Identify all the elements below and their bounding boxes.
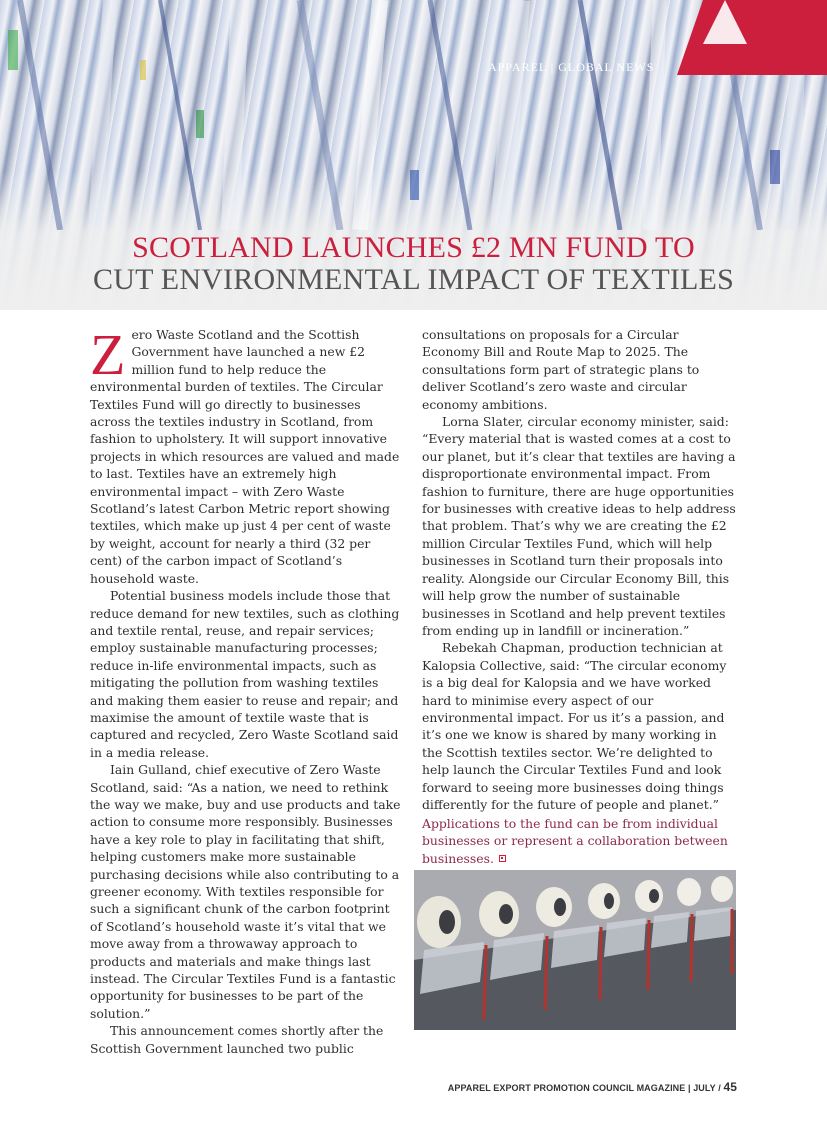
article-paragraph: Potential business models include those that reduce demand for new textiles, such as clothing and textile rental, reuse, and repair services; employ sustainable manufacturing processes; reduce in-life environmental impacts, such as mitigating the pollution from washing textiles and making them easier to reuse and repair; and maximise the amount of textile waste that is captured and recycled, Zero Waste Scotland said in a media release. — [90, 588, 400, 760]
article-paragraph: Zero Waste Scotland and the Scottish Government have launched a new £2 million fund to help reduce the environmental burden of textiles. The Circular Textiles Fund will go directly to businesses across the textiles industry in Scotland, from fashion to upholstery. It will support innovative projects in which resources are valued and made to last. Textiles have an extremely high environmental impact – with Zero Waste Scotland’s latest Carbon Metric report showing textiles, which make up just 4 per cent of waste by weight, account for nearly a third (32 per cent) of the carbon impact of Scotland’s household waste. — [90, 322, 400, 586]
page-footer — [448, 1080, 737, 1094]
red-corner-logo — [677, 0, 827, 75]
article-column-left — [90, 322, 405, 1057]
headline-line-1: SCOTLAND LAUNCHES £2 MN FUND TO — [132, 231, 695, 264]
article-column-right — [422, 326, 737, 813]
article-paragraph: This announcement comes shortly after the Scottish Government launched two public — [90, 1023, 384, 1056]
end-mark-icon — [499, 855, 506, 862]
article-headline — [0, 232, 827, 296]
yarn-spools-image — [414, 870, 736, 1030]
publication-name: APPAREL EXPORT PROMOTION COUNCIL MAGAZINE | JULY / — [447, 1083, 721, 1093]
article-paragraph: Lorna Slater, circular economy minister, said: “Every material that is wasted comes at a cost to our planet, but it’s clear that textiles are having a disproportionate environmental impact. From fashion to furniture, there are huge opportunities for businesses with creative ideas to help address that problem. That’s why we are creating the £2 million Circular Textiles Fund, which will help businesses in Scotland turn their proposals into reality. Alongside our Circular Economy Bill, this will help grow the number of sustainable businesses in Scotland and help prevent textiles from ending up in landfill or incineration.” — [422, 414, 736, 638]
textile-machine-photo — [414, 870, 736, 1030]
hero-image — [0, 0, 827, 310]
section-label: APPAREL | GLOBAL NEWS — [488, 60, 655, 74]
article-paragraph: consultations on proposals for a Circular Economy Bill and Route Map to 2025. The consultations form part of strategic plans to deliver Scotland’s zero waste and circular economy ambitions. — [422, 327, 700, 412]
article-paragraph: Rebekah Chapman, production technician at Kalopsia Collective, said: “The circular economy is a big deal for Kalopsia and we have worked hard to minimise every aspect of our environmental impact. For us it’s a passion, and it’s one we know is shared by many working in the Scottish textiles sector. We’re delighted to help launch the Circular Textiles Fund and look forward to seeing more businesses doing things differently for the future of people and planet.” — [422, 640, 727, 812]
article-paragraph: Iain Gulland, chief executive of Zero Waste Scotland, said: “As a nation, we need to rethink the way we make, buy and use products and take action to consume more responsibly. Businesses have a key role to play in facilitating that shift, helping customers make more sustainable purchasing decisions while also contributing to a greener economy. With textiles responsible for such a significant chunk of the carbon footprint of Scotland’s household waste it’s vital that we move away from a throwaway approach to products and materials and make things last instead. The Circular Textiles Fund is a fantastic opportunity for businesses to be part of the solution.” — [90, 762, 401, 1021]
article-callout: Applications to the fund can be from individual businesses or represent a collaboration between businesses. — [422, 816, 728, 866]
headline-line-2: CUT ENVIRONMENTAL IMPACT OF TEXTILES — [93, 263, 734, 296]
drop-cap: Z — [90, 322, 126, 387]
page-number: 45 — [723, 1080, 737, 1094]
